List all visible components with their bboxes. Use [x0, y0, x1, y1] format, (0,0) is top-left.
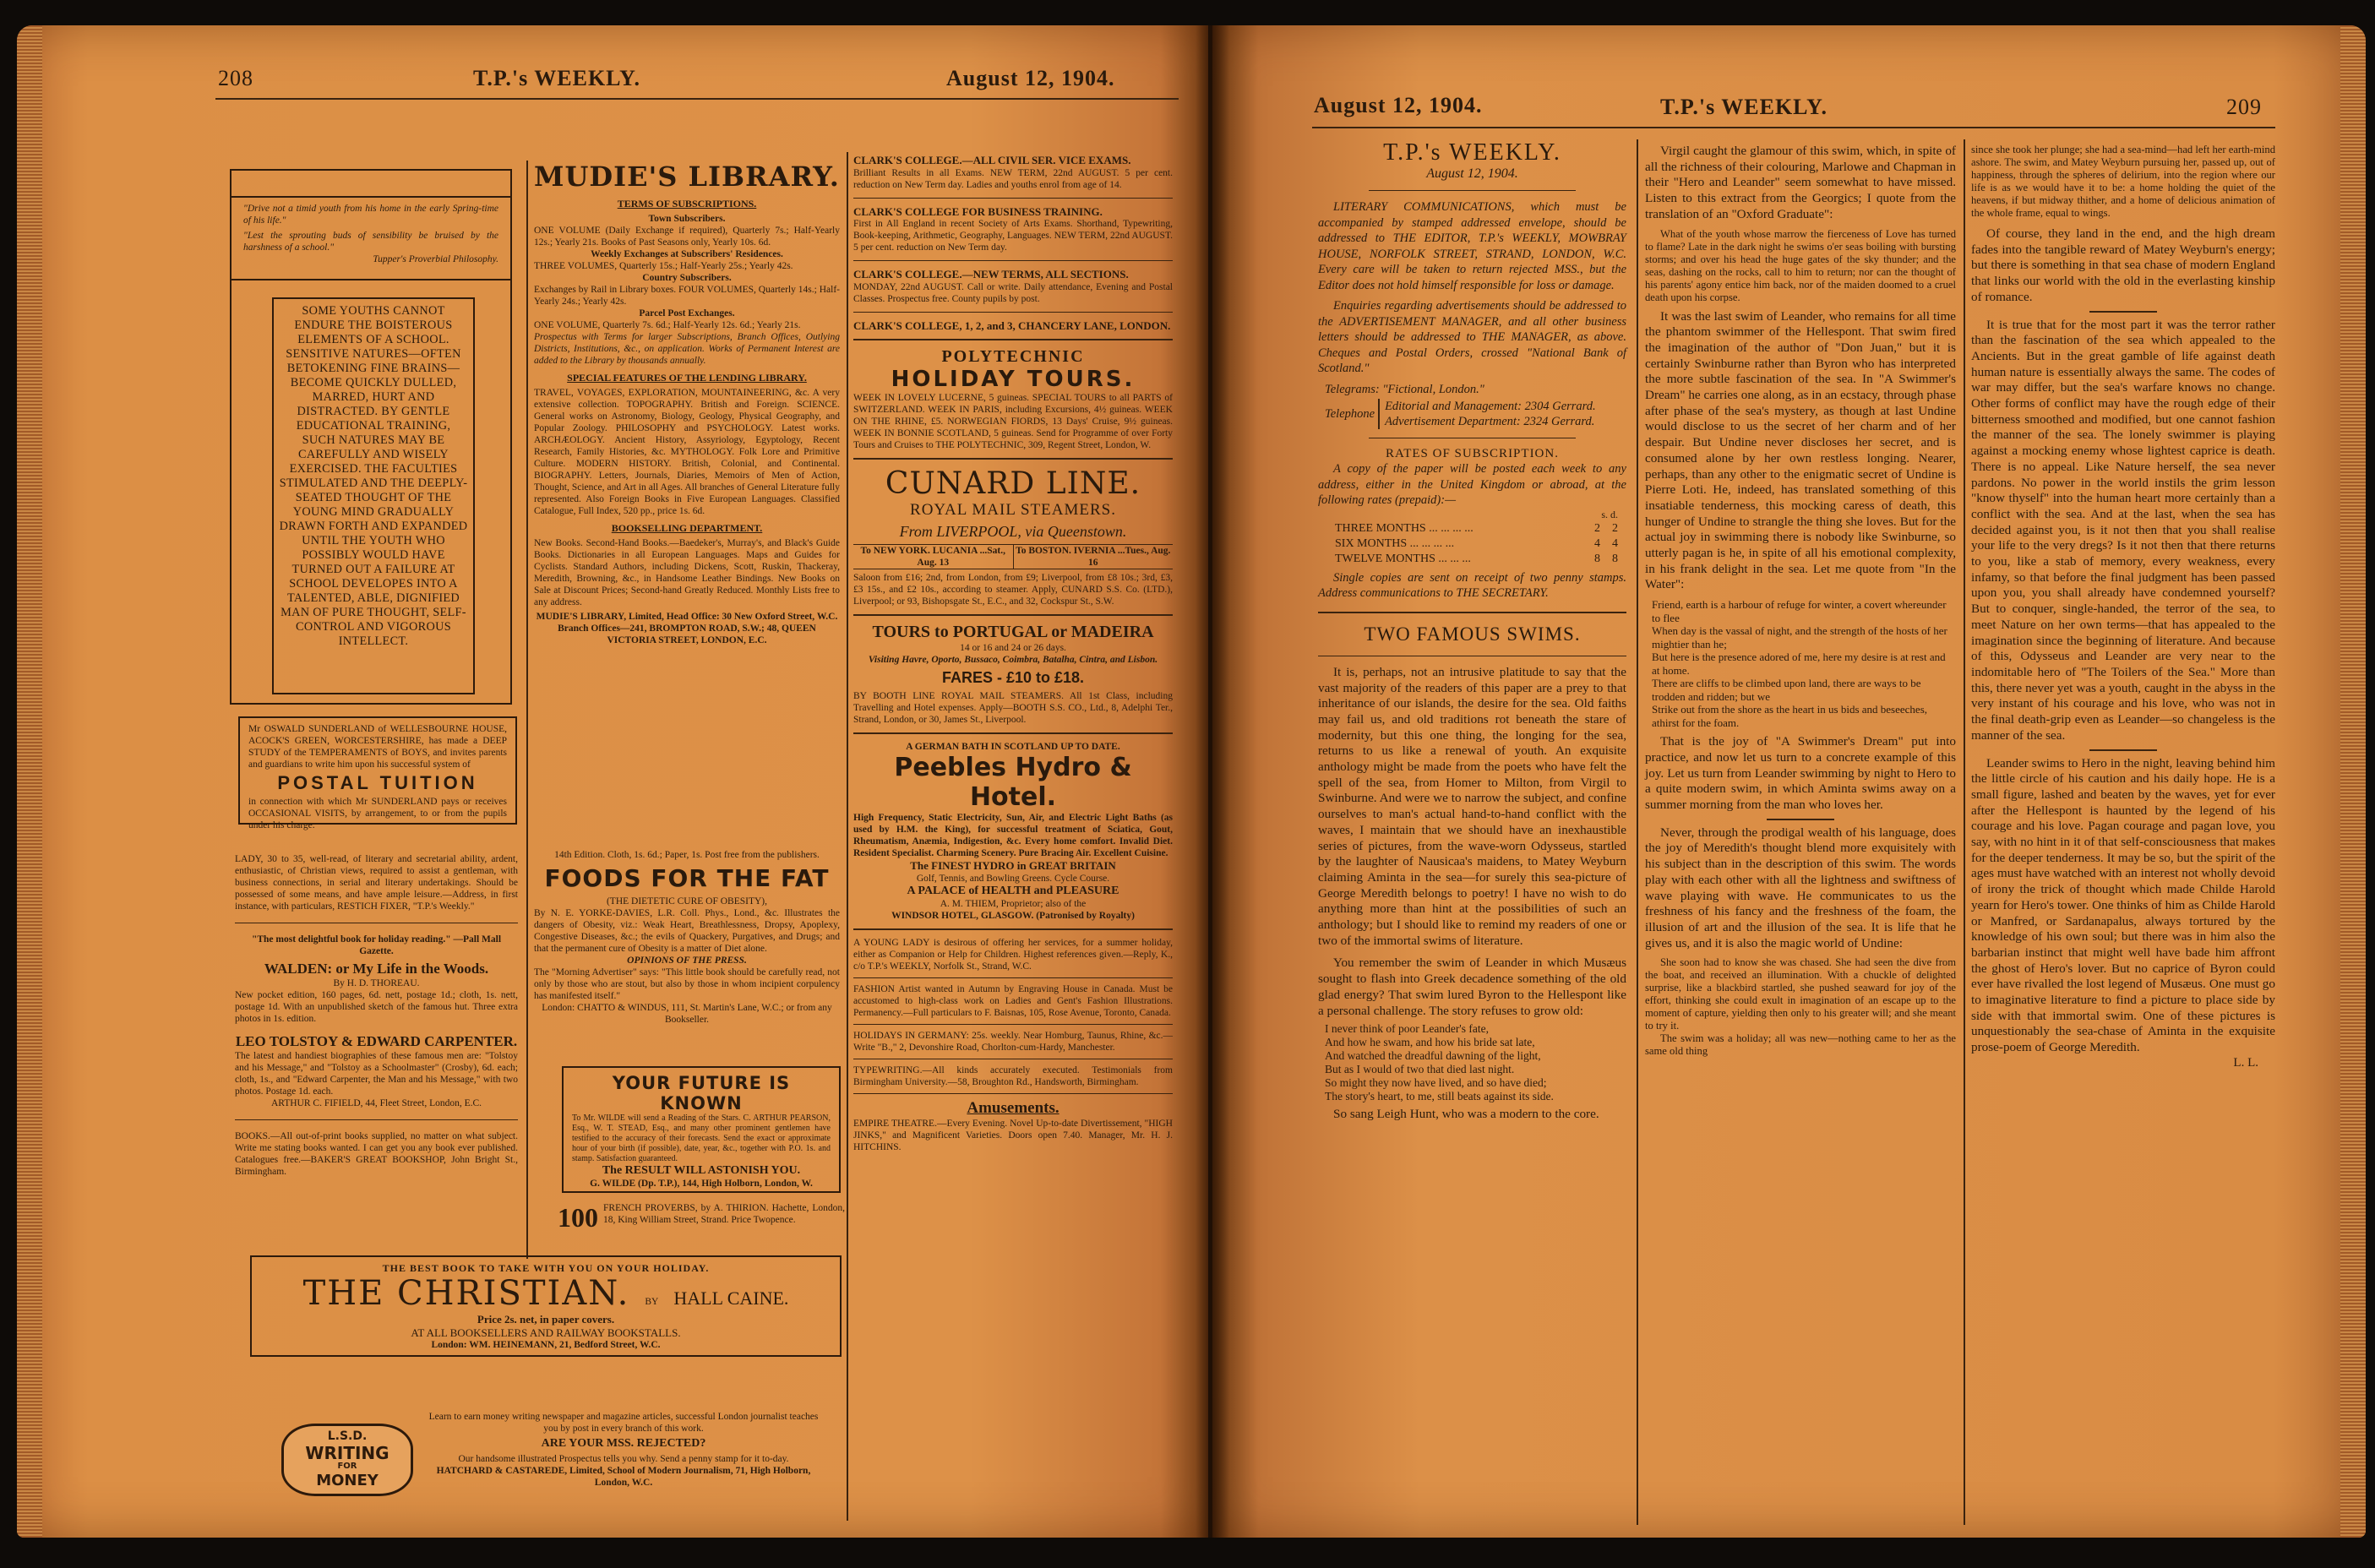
rates-intro: A copy of the paper will be posted each week to any address, either in the United Kingdom or abroad, at the following rates (prepaid):—: [1318, 462, 1626, 508]
article-signature: L. L.: [2233, 1055, 2258, 1070]
divider: [853, 198, 1173, 199]
windsor-address: WINDSOR HOTEL, GLASGOW. (Patronised by Royalty): [891, 911, 1135, 922]
telephone-numbers: [1378, 399, 1596, 429]
article-para: It is, perhaps, not an intrusive platitude to say that the vast majority of the readers of this paper are a prey to that inheritance of our islands, the desire for the sea. Old faiths may fail us, and old traditions rot beneath the stare of modernity, but this one thing, the longing for the sea, returns to us like a renewal of youth. An exquisite anthology might be made from the poets who have felt the spell of the sea, from Homer to Milton, from Virgil to Swinburne. And were we to narrow the subject, and confine ourselves to man's actual hand-to-hand conflict with the waves, I maintain that we should have an inexhaustible series of pictures, from the wave-worn Odysseus, startled by the laughter of Nausicaa's maidens, to Matey Weyburn claiming Aminta in the sea—for surely this sea-picture of George Meredith belongs to poetry! I have no wish to do anything more than hint at the possibilities of such an anthology; but I should like to remind my readers of one or two of the immortal swims of literature.: [1318, 664, 1626, 948]
divider: [853, 1024, 1173, 1025]
parcel-body: ONE VOLUME, Quarterly 7s. 6d.; Half-Yearly 12s. 6d.; Yearly 21s.: [534, 320, 801, 330]
future-result: The RESULT WILL ASTONISH YOU.: [602, 1164, 801, 1177]
windsor-title: A PALACE of HEALTH and PLEASURE: [907, 885, 1119, 898]
poem-line: There are cliffs to be climbed upon land, there are ways to be trodden and ridden; but we: [1652, 677, 1921, 703]
christian-ad: [250, 1255, 842, 1357]
peebles-head: A GERMAN BATH IN SCOTLAND UP TO DATE.: [906, 742, 1120, 753]
col1-ads: [235, 853, 518, 1178]
quote-box: [232, 196, 510, 280]
tel-advert: Advertisement Department: 2324 Gerrard.: [1385, 415, 1595, 429]
bookselling-heading: BOOKSELLING DEPARTMENT.: [611, 522, 763, 534]
single-copies: Single copies are sent on receipt of two penny stamps. Address communications to THE SECRETARY.: [1318, 570, 1626, 601]
divider: [853, 614, 1173, 616]
proverbs-ad: [558, 1202, 845, 1233]
typewriting-ad: TYPEWRITING.—All kinds accurately executed. Testimonials from Birmingham University.—58, Broughton Rd., Handsworth, Birmingham.: [853, 1065, 1173, 1088]
rate-label: SIX MONTHS ... ... ... ...: [1335, 536, 1455, 550]
poly-title: POLYTECHNIC: [941, 347, 1085, 367]
bookselling-body: New Books. Second-Hand Books.—Baedeker's, Murray's, and Black's Guide Books. Dictionaries in all European Languages. Maps and Guides for Cyclists. Standard Authors, including Dickens, Scott, Ruskin, Thackeray, Meredith, Browning, &c., in Handsome Leather Bindings. New Books on Sale at Discount Prices; Second-hand Greatly Reduced. Monthly Lists free to any address.: [534, 538, 840, 607]
poly-sub: HOLIDAY TOURS.: [891, 367, 1136, 393]
section-separator: [2089, 311, 2157, 313]
rate-shillings: 2: [1594, 521, 1600, 535]
future-address: G. WILDE (Dp. T.P.), 144, High Holborn, London, W.: [590, 1179, 813, 1189]
tuition-intro: Mr OSWALD SUNDERLAND of WELLESBOURNE HOUSE, ACOCK'S GREEN, WORCESTERSHIRE, has made a DEEP STUDY of the TEMPERAMENTS of BOYS, and invites parents and guardians to write him upon his successful system of: [248, 724, 507, 770]
rate-price: [1594, 536, 1618, 552]
peebles-golf2: Golf, Tennis, and Bowling Greens. Cycle Course.: [916, 874, 1110, 885]
tours-body: BY BOOTH LINE ROYAL MAIL STEAMERS. All 1st Class, including Travelling and Hotel expenses. Apply—BOOTH S.S. CO., Ltd., 8, Adelphi Ter., Strand, London, or 30, James St., Liverpool.: [853, 691, 1173, 726]
weekly-heading: Weekly Exchanges at Subscribers' Residences.: [591, 249, 783, 259]
quote-source: Tupper's Proverbial Philosophy.: [373, 254, 498, 264]
quote-line: "Lest the sprouting buds of sensibility be bruised by the harshness of a school.": [243, 231, 498, 253]
cunard-title: CUNARD LINE.: [885, 466, 1141, 502]
fat-press: The "Morning Advertiser" says: "This little book should be carefully read, not only by those who are stout, but also by those in whom incipient corpulency has manifested itself.": [534, 967, 840, 1001]
peebles-body: High Frequency, Static Electricity, Sun, Air, and Electric Light Baths (as used by H.M. the King), for successful treatment of Sciatica, Gout, Rheumatism, Anæmia, Indigestion, &c. Every home comfort. Invalid Diet. Resident Specialist. Charming Scenery. Pure Bracing Air. Excellent Cuisine.: [853, 813, 1173, 859]
empire-ad: EMPIRE THEATRE.—Every Evening. Novel Up-to-date Divertissement, "HIGH JINKS," and Magnificent Varieties. Doors open 7.40. Manager, Mr. H. J. HITCHINS.: [853, 1119, 1173, 1153]
lady-ad: LADY, 30 to 35, well-read, of literary and secretarial ability, ardent, enthusiastic, of Christian views, required to assist a gentleman, with business connections, in serial and literary undertakings. Should be possessed of some means, and have ample leisure.—Address, in first instance, with particulars, RESTICH FIXER, "T.P.'s Weekly.": [235, 854, 518, 912]
rate-pence: 4: [1612, 536, 1618, 550]
christian-price: Price 2s. net, in paper covers.: [477, 1313, 615, 1326]
lsd-body: Learn to earn money writing newspaper and magazine articles, successful London journalist teaches you by post in every branch of this work.: [428, 1412, 819, 1434]
rate-shillings: 4: [1594, 536, 1600, 550]
fat-body: By N. E. YORKE-DAVIES, L.R. Coll. Phys., Lond., &c. Illustrates the dangers of Obesity, viz.: Weak Heart, Breathlessness, Dropsy, Apoplexy, Congestive Diseases, &c.; the evils of Quackery, Purgatives, and Drugs; and that the permanent cure of Obesity is a matter of Diet alone.: [534, 908, 840, 954]
rate-shillings: 8: [1594, 552, 1600, 565]
divider: [853, 312, 1173, 313]
page-edge: [2340, 25, 2366, 1538]
tuition-title: POSTAL TUITION: [277, 772, 478, 793]
rate-label: TWELVE MONTHS ... ... ...: [1335, 552, 1471, 565]
poem-block: [1645, 598, 1956, 729]
editorial-column: [1318, 139, 1626, 1123]
cunard-body: Saloon from £16; 2nd, from London, from £9; Liverpool, from £8 10s.; 3rd, £3, £3 15s., and £2 10s., according to steamer. Apply, CUNARD S.S. Co. (LTD.), Liverpool; or 93, Bishopsgate St., E.C., and 32, Cockspur St., S.W.: [853, 573, 1173, 607]
column-rule: [526, 161, 528, 1259]
fat-edition: 14th Edition. Cloth, 1s. 6d.; Paper, 1s. Post free from the publishers.: [554, 850, 820, 860]
subs-heading: TERMS OF SUBSCRIPTIONS.: [617, 198, 757, 210]
tolstoy-publisher: ARTHUR C. FIFIELD, 44, Fleet Street, London, E.C.: [270, 1098, 482, 1108]
left-page: [17, 25, 1208, 1538]
article-para: Virgil caught the glamour of this swim, which, in spite of all the richness of their colouring, Marlowe and Chapman in their "Hero and Leander" seem somewhat to have missed. Listen to this extract from the Georgics; I quote from the translation of an "Oxford Graduate":: [1645, 144, 1956, 221]
tel-editorial: Editorial and Management: 2304 Gerrard.: [1385, 400, 1596, 414]
fat-ad: [534, 849, 840, 1026]
christian-author: HALL CAINE.: [673, 1288, 789, 1309]
special-body: TRAVEL, VOYAGES, EXPLORATION, MOUNTAINEERING, &c. A very extensive collection. TOPOGRAPHY. British and Foreign. SCIENCE. General works on Astronomy, Biology, Geology, Physical Geography, and Popular Zoology. PHILOSOPHY and PSYCHOLOGY. Latest works. ARCHÆOLOGY. Ancient History, Assyriology, Egyptology, Recent Research, Family Histories, &c. MYTHOLOGY. Folk Lore and Primitive Culture. MODERN HISTORY. British, Colonial, and Continental. BIOGRAPHY. Letters, Journals, Diaries, Memoirs of Men of Action, Thought, Science, and Art in all Ages. All branches of General Literature fully represented. Also Foreign Books in Five European Languages. Classified Catalogue, Full Index, 520 pp., price 1s. 6d.: [534, 388, 840, 516]
walden-quote: "The most delightful book for holiday reading." —Pall Mall Gazette.: [251, 934, 502, 956]
weekly-body: THREE VOLUMES, Quarterly 15s.; Half-Yearly 25s.; Yearly 42s.: [534, 261, 793, 271]
walden-author: By H. D. THOREAU.: [333, 978, 420, 988]
poem-block: [1318, 1022, 1626, 1103]
article-quote: since she took her plunge; she had a sea-mind—had left her earth-mind ashore. The swim, and Matey Weyburn pursuing her, passed up, out of happiness, through the spheres of delirium, into the region where our life is as we would have it to be: a home holding the quiet of the heavens, if but midway thither, and a home of delicious animation of the whole frame, equal to wings.: [1971, 144, 2275, 219]
article-title: TWO FAMOUS SWIMS.: [1364, 623, 1581, 645]
article-para: It is true that for the most part it was the terror rather than the fascination of the sea which appealed to the Ancients. But in the great gamble of life against death human nature is essentially always the same. The codes of war may differ, but the sea's warfare knows no change. Other forms of conflict may have the rough edge of their bitterness smoothed and modified, but one cannot fashion the manner of the sea. The lonely swimmer is playing against a mocking enemy whose lightest caprice is death. There is no appeal. Like Nature herself, the sea never pardons. No power in the world instils the grim lesson "know thyself" into the human heart more certainly than a conflict with the sea. And at the last, when the sea has decided against you, is it not then that you shall realise your life to the very dregs? Is it not then that there returns to you, like a stab of memory, every weakness, every infamy, so that before the final judgment has been passed upon you, you shall already have condemned yourself? But to conquer, single-handed, the terror of the sea, to meet Nature on her own terms—that has appealed to the imagination since the beginning of literature. And because of this, Odysseus and Leander are very near to the indomitable hero of "The Toilers of the Sea." More than this, there never yet was a youth, caught in the abyss in the very instant of his courage and his love, who was not in the final death-grip even as Leander—so changeless is the manner of the sea.: [1971, 317, 2275, 743]
tuition-body: in connection with which Mr SUNDERLAND pays or receives OCCASIONAL VISITS, by arrangement, to or from the pupils under his charge.: [248, 797, 507, 830]
masthead: T.P.'s WEEKLY.: [1383, 139, 1561, 166]
windsor-prop: A. M. THIEM, Proprietor; also of the: [940, 899, 1087, 910]
divider: [853, 1093, 1173, 1094]
clarks2-body: First in All England in recent Society of Arts Exams. Shorthand, Typewriting, Book-keeping, Arithmetic, Geography, Languages. NEW TERM, 22nd AUGUST. 5 per cent. reduction on New Term day.: [853, 219, 1173, 253]
fashion-ad: FASHION Artist wanted in Autumn by Engraving House in Canada. Must be accustomed to high-class work on Ladies and Gent's Fashion Illustrations. Permanency.—Full particulars to F. Baisnas, 105, Rose Avenue, Toronto, Canada.: [853, 984, 1173, 1019]
country-body: Exchanges by Rail in Library boxes. FOUR VOLUMES, Quarterly 14s.; Half-Yearly 24s.; Yearly 42s.: [534, 285, 840, 307]
rate-pence: 2: [1612, 521, 1618, 535]
right-page: [1212, 25, 2366, 1538]
rate-price: [1594, 552, 1618, 567]
peebles-golf: The FINEST HYDRO in GREAT BRITAIN: [910, 859, 1116, 873]
future-ad: [562, 1066, 841, 1193]
article-column-2: [1645, 144, 1956, 1058]
clarks1-body: Brilliant Results in all Exams. NEW TERM, 22nd AUGUST. 5 per cent. reduction on New Term day. Ladies and youths enrol from age of 14.: [853, 167, 1173, 190]
rate-row: [1335, 521, 1618, 536]
mudie-ad: [534, 161, 840, 646]
postal-tuition-ad: [238, 716, 517, 830]
poem-line: But as I would of two that died last night.: [1325, 1063, 1515, 1076]
rate-row: [1335, 552, 1618, 567]
youths-text: SOME YOUTHS CANNOT ENDURE THE BOISTEROUS ELEMENTS OF A SCHOOL. SENSITIVE NATURES—OFTEN BETOKENING FINE BRAINS—BECOME QUICKLY DULLED, MARRED, HURT AND DISTRACTED. BY GENTLE EDUCATIONAL TRAINING, SUCH NATURES MAY BE CAREFULLY AND WISELY EXERCISED. THE FACULTIES STIMULATED AND THE DEEPLY-SEATED THOUGHT OF THE YOUNG MIND GRADUALLY DRAWN FORTH AND EXPANDED UNTIL THE YOUTH WHO POSSIBLY WOULD HAVE TURNED OUT A FAILURE AT SCHOOL DEVELOPES INTO A TALENTED, ABLE, DIGNIFIED MAN OF PURE THOUGHT, SELF-CONTROL AND VIGOROUS INTELLECT.: [279, 304, 468, 648]
logo-text: WRITING: [305, 1443, 389, 1463]
youths-box: [272, 297, 475, 694]
holidays-ad: HOLIDAYS IN GERMANY: 25s. weekly. Near Homburg, Taunus, Rhine, &c.—Write "B.," 2, Devonshire Road, Chorlton-cum-Hardy, Manchester.: [853, 1031, 1173, 1054]
future-title: YOUR FUTURE IS KNOWN: [612, 1073, 791, 1113]
cunard-sailings: [853, 544, 1173, 569]
page-date: August 12, 1904.: [1314, 93, 1483, 117]
town-body: ONE VOLUME (Daily Exchange if required), Quarterly 7s.; Half-Yearly 12s.; Yearly 21s. Books of Past Seasons only, Yearly 10s. 6d.: [534, 226, 840, 248]
page-number: 208: [218, 66, 253, 90]
divider: [235, 1119, 518, 1120]
walden-title: WALDEN: or My Life in the Woods.: [264, 961, 489, 977]
rates-sd: s. d.: [1601, 508, 1618, 520]
poem-line: Strike out from the shore as the heart in us bids and beseeches, athirst for the foam.: [1652, 703, 1927, 729]
section-separator: [1767, 819, 1834, 820]
article-column-3: [1971, 144, 2275, 1070]
article-para: Never, through the prodigal wealth of his language, does the joy of Meredith's thought blend more exquisitely with his subject than in the description of this swim. The words play with each other with all the lightness and swiftness of wave playing with wave. He communicates to us the freshness of his fancy and the freshness of the foam, the illusion of art and the illusion of the sea. It is life that he gives us, and it is also the magic world of Undine:: [1645, 825, 1956, 950]
prospectus: Prospectus with Terms for larger Subscriptions, Branch Offices, Outlying Districts, Institutions, &c., on application. Works of Permanent Interest are added to the Library by thousands annually.: [534, 332, 840, 366]
column-rule: [1964, 139, 1965, 1525]
parcel-heading: Parcel Post Exchanges.: [639, 308, 735, 318]
tours-title: TOURS to PORTUGAL or MADEIRA: [872, 623, 1154, 642]
page-number: 209: [2226, 95, 2262, 119]
article-para: Of course, they land in the end, and the high dream fades into the tangible reward of Matey Weyburn's energy; but there is something in that sea chase of modern England that links our world with the old in the everlasting kinship of romance.: [1971, 226, 2275, 304]
logo-text: FOR: [337, 1462, 357, 1471]
proverbs-body: FRENCH PROVERBS, by A. THIRION. Hachette, London, 18, King William Street, Strand. Price Twopence.: [603, 1203, 845, 1225]
special-heading: SPECIAL FEATURES OF THE LENDING LIBRARY.: [567, 372, 807, 384]
column-rule: [1637, 139, 1638, 1525]
telegrams: Telegrams: "Fictional, London.": [1325, 382, 1484, 396]
young-lady-ad: A YOUNG LADY is desirous of offering her services, for a summer holiday, either as Companion or Help for Children. Highest references given.—Reply, K., c/o T.P.'s WEEKLY, Norfolk St., Strand, W.C.: [853, 938, 1173, 972]
article-quote: What of the youth whose marrow the fierceness of Love has turned to flame? Late in the dark night he swims o'er seas boiling with bursting storms; and over his head the huge gates of the sky thunder; and the seas, dashing on the rocks, call to him to return; nor can the thought of his parents' agony entice him back, nor of the maiden doomed to a cruel death upon his corpse.: [1645, 227, 1956, 303]
peebles-title: Peebles Hydro & Hotel.: [894, 753, 1132, 813]
book-spread: [17, 25, 2366, 1559]
section-separator: [2089, 749, 2157, 751]
divider: [853, 339, 1173, 340]
rates-heading: RATES OF SUBSCRIPTION.: [1386, 447, 1559, 461]
quote-line: "Drive not a timid youth from his home in the early Spring-time of his life.": [243, 204, 498, 226]
cunard-boston: To BOSTON. IVERNIA ...Tues., Aug. 16: [1016, 546, 1171, 569]
divider: [853, 732, 1173, 734]
clarks3-body: MONDAY, 22nd AUGUST. Call or write. Daily attendance, Evening and Postal Classes. Prospectus free. County pupils by post.: [853, 281, 1173, 304]
lsd-address: HATCHARD & CASTAREDE, Limited, School of Modern Journalism, 71, High Holborn, London, W.C.: [436, 1466, 811, 1488]
christian-title: THE CHRISTIAN.: [302, 1274, 630, 1313]
tours-fares: FARES - £10 to £18.: [941, 669, 1085, 687]
poem-line: But here is the presence adored of me, here my desire is at rest and at home.: [1652, 651, 1946, 677]
masthead-date: August 12, 1904.: [1426, 166, 1518, 181]
mudie-title: MUDIE'S LIBRARY.: [534, 161, 840, 193]
clarks1-title: CLARK'S COLLEGE.—ALL CIVIL SER. VICE EXAMS.: [853, 154, 1131, 166]
article-para: It was the last swim of Leander, who remains for all time the phantom swimmer of the Hellespont. That swim fired the imagination of the author of "Don Juan," but it is certainly Swinburne rather than Byron who has interpreted the more subtle fascination of the sea. In "A Swimmer's Dream" he carries one along, as in an ecstacy, through phase after phase of the sea's mystery, as though at last Undine would disclose to us the secret of her charm and of her despair. But Undine never discloses her secret, and is consumed alone by her own restless longing. Nearer, perhaps, than any other to the enigmatic secret of Undine is Pierre Loti. He, indeed, has translated something of this insatiable tenderness, this mocking caress of death, this hunger of Undine to strangle the thing she loves. But for the actual joy in swimming there is nobody like Swinburne, so utterly pagan is he, in spite of all his emotional complexity, in his frank delight in the sea. Let me quote from "In the Water":: [1645, 308, 1956, 592]
lsd-body2: Our handsome illustrated Prospectus tells you why. Send a penny stamp for it to-day.: [458, 1454, 789, 1464]
country-heading: Country Subscribers.: [642, 273, 732, 283]
town-heading: Town Subscribers.: [648, 214, 726, 224]
header-rule: [215, 98, 1179, 100]
divider: [853, 977, 1173, 978]
running-title: T.P.'s WEEKLY.: [1660, 95, 1828, 119]
future-body: To Mr. WILDE will send a Reading of the Stars. C. ARTHUR PEARSON, Esq., W. T. STEAD, Esq., and many other prominent gentlemen have testified to the accuracy of their forecasts. Send the exact or approximate hour of your birth (if possible), date, year, &c., together with P.O. 1s. and stamp. Satisfaction guaranteed.: [572, 1113, 831, 1163]
page-date: August 12, 1904.: [946, 66, 1115, 90]
tours-visit: Visiting Havre, Oporto, Bussaco, Coimbra, Batalha, Cintra, and Lisbon.: [868, 655, 1158, 666]
article-para: Leander swims to Hero in the night, leaving behind him the little circle of his caution and his daily hope. He is a small figure, lashed and beaten by the waves, yet for ever after the Hellespont is haunted by the legend of his courage and his love. Pagan courage and pagan love, you say, with no hint in it of that self-consciousness that makes for the deeper tenderness. It may be so, but the spirit of the ages must have watched with an interest not wholly devoid of irony the trick of thought which made Childe Harold yearn for Hero's tower. One thinks of him as Childe Harold or Manfred, or Sardanapalus, always tortured by the knowledge of his own soul; but there was in him also the barbarian instinct that might well have bade him affront the ghost of Hero's lover. But no caprice of Byron could ever have rivalled the lost legend of Musæus. One must go to imaginative literature to find a picture to place side by side with that immortal swim. One of these pictures is unquestionably the sea-chase of Aminta in the exquisite prose-poem of George Meredith.: [1971, 755, 2275, 1055]
divider: [853, 260, 1173, 261]
article-quote: The swim was a holiday; all was new—nothing came to her as the same old thing: [1645, 1032, 1956, 1058]
walden-body: New pocket edition, 160 pages, 6d. nett, postage 1d.; cloth, 1s. nett, postage 1d. With an unpublished sketch of the famous hut. Three extra photos in 1s. edition.: [235, 990, 518, 1024]
christian-by: BY: [645, 1297, 659, 1307]
col3-ads: [853, 154, 1173, 1153]
page-edge: [17, 25, 42, 1538]
telephone-block: [1318, 399, 1626, 429]
writing-for-money-logo: [281, 1424, 413, 1496]
clarks2-title: CLARK'S COLLEGE FOR BUSINESS TRAINING.: [853, 204, 1103, 218]
tolstoy-title: LEO TOLSTOY & EDWARD CARPENTER.: [235, 1033, 518, 1049]
poem-line: I never think of poor Leander's fate,: [1325, 1022, 1489, 1036]
poem-line: And how he swam, and how his bride sat late,: [1325, 1036, 1535, 1049]
divider: [853, 458, 1173, 460]
fat-publisher: London: CHATTO & WINDUS, 111, St. Martin's Lane, W.C.; or from any Bookseller.: [542, 1003, 832, 1025]
rate-pence: 8: [1612, 552, 1618, 565]
best-book: THE BEST BOOK TO TAKE WITH YOU ON YOUR HOLIDAY.: [382, 1262, 710, 1274]
rate-price: [1594, 521, 1618, 536]
divider: [1318, 612, 1626, 613]
lsd-rejected: ARE YOUR MSS. REJECTED?: [541, 1437, 706, 1450]
poem-line: And watched the dreadful dawning of the light,: [1325, 1049, 1541, 1063]
article-para: So sang Leigh Hunt, who was a modern to the core.: [1333, 1107, 1599, 1122]
running-title: T.P.'s WEEKLY.: [473, 66, 641, 90]
books-ad: BOOKS.—All out-of-print books supplied, no matter on what subject. Write me stating books wanted. I can get you any book ever published. Catalogues free.—BAKER'S GREAT BOOKSHOP, John Bright St., Birmingham.: [235, 1131, 518, 1177]
poem-line: Friend, earth is a harbour of refuge for winter, a covert whereunder to flee: [1652, 598, 1947, 624]
rate-label: THREE MONTHS ... ... ... ...: [1335, 521, 1473, 535]
clarks3-title: CLARK'S COLLEGE.—NEW TERMS, ALL SECTIONS.: [853, 268, 1129, 281]
writing-for-money-ad: [421, 1411, 826, 1489]
fat-title: FOODS FOR THE FAT: [544, 864, 830, 892]
cunard-from: From LIVERPOOL, via Queenstown.: [899, 523, 1127, 541]
tolstoy-body: The latest and handiest biographies of these famous men are: "Tolstoy and his Message," and "Tolstoy as a Schoolmaster" (Crosby), 6d. each; cloth, 1s., and "Edward Carpenter, the Man and his Message," with two photos. Postage 1d. each.: [235, 1051, 518, 1097]
amusements-heading: Amusements.: [967, 1099, 1059, 1118]
mudie-address: MUDIE'S LIBRARY, Limited, Head Office: 30 New Oxford Street, W.C. Branch Offices—241, BROMPTON ROAD, S.W.; 48, QUEEN VICTORIA STREET, LONDON, E.C.: [536, 612, 838, 645]
christian-title-row: [262, 1274, 830, 1313]
article-para: You remember the swim of Leander in which Musæus sought to flash into Greek decadence something of the old glad energy? That swim lured Byron to the Hellespont like a personal challenge. The story refuses to grow old:: [1318, 956, 1626, 1018]
editorial-note: LITERARY COMMUNICATIONS, which must be accompanied by stamped addressed envelope, should be addressed to THE EDITOR, T.P.'s WEEKLY, MOWBRAY HOUSE, NORFOLK STREET, STRAND, LONDON, W.C. Every care will be taken to return rejected MSS., but the Editor does not hold himself responsible for loss or damage.: [1318, 200, 1626, 292]
telephone-label: Telephone: [1325, 406, 1375, 421]
header-rule: [1312, 127, 2275, 128]
rate-row: [1335, 536, 1618, 552]
rates-list: [1318, 521, 1626, 567]
logo-text: L.S.D.: [327, 1429, 368, 1443]
divider: [1369, 190, 1576, 191]
poly-body: WEEK IN LOVELY LUCERNE, 5 guineas. SPECIAL TOURS to all PARTS of SWITZERLAND. WEEK IN PARIS, including Excursions, 4½ guineas. WEEK ON THE RHINE, £5. NORWEGIAN FIORDS, 13 Days' Cruise, 9½ guineas. WEEK IN BONNIE SCOTLAND, 5 guineas. Send for Programme of over Forty Tours and Cruises to THE POLYTECHNIC, 309, Regent Street, London, W.: [853, 393, 1173, 451]
poem-line: When day is the vassal of night, and the strength of the hosts of her mightier than he;: [1652, 624, 1947, 651]
book-gutter: [1196, 25, 1229, 1538]
article-para: That is the joy of "A Swimmer's Dream" put into practice, and now let us turn to a concrete example of this joy. Let us turn from Leander swimming by night to Hero to a quite modern swim, in which Aminta swims away on a summer morning from the man who loves her.: [1645, 734, 1956, 812]
proverbs-number: 100: [558, 1202, 598, 1233]
fat-sub: (THE DIETETIC CURE OF OBESITY),: [606, 896, 768, 906]
enquiries-note: Enquiries regarding advertisements should be addressed to the ADVERTISEMENT MANAGER, and all other business letters should be addressed to THE MANAGER, as above. Cheques and Postal Orders, crossed "National Bank of Scotland.": [1318, 299, 1626, 375]
cunard-sub: ROYAL MAIL STEAMERS.: [910, 501, 1116, 520]
clarks4: CLARK'S COLLEGE, 1, 2, and 3, CHANCERY LANE, LONDON.: [853, 318, 1171, 332]
christian-sold: AT ALL BOOKSELLERS AND RAILWAY BOOKSTALLS.: [411, 1326, 681, 1339]
poem-line: So might they now have lived, and so have died;: [1325, 1076, 1547, 1090]
divider: [853, 928, 1173, 930]
poem-line: The story's heart, to me, still beats against its side.: [1325, 1090, 1554, 1103]
cunard-ny: To NEW YORK. LUCANIA ...Sat., Aug. 13: [853, 545, 1014, 569]
tours-dates: 14 or 16 and 24 or 26 days.: [960, 643, 1066, 654]
tupper-ad-box: [230, 169, 512, 705]
fat-opinions: OPINIONS OF THE PRESS.: [627, 956, 747, 966]
article-quote: She soon had to know she was chased. She had seen the dive from the boat, and received an illumination. With a chuckle of delighted surprise, like a blackbird startled, she pushed seaward for joy of the effort, thinking she could exult in imagination of an escape up to the moment of capture, yielding then only to his greater will; and she meant to try it.: [1645, 956, 1956, 1032]
christian-publisher: London: WM. HEINEMANN, 21, Bedford Street, W.C.: [431, 1340, 661, 1351]
column-rule: [847, 152, 848, 1521]
logo-text: MONEY: [316, 1472, 379, 1489]
